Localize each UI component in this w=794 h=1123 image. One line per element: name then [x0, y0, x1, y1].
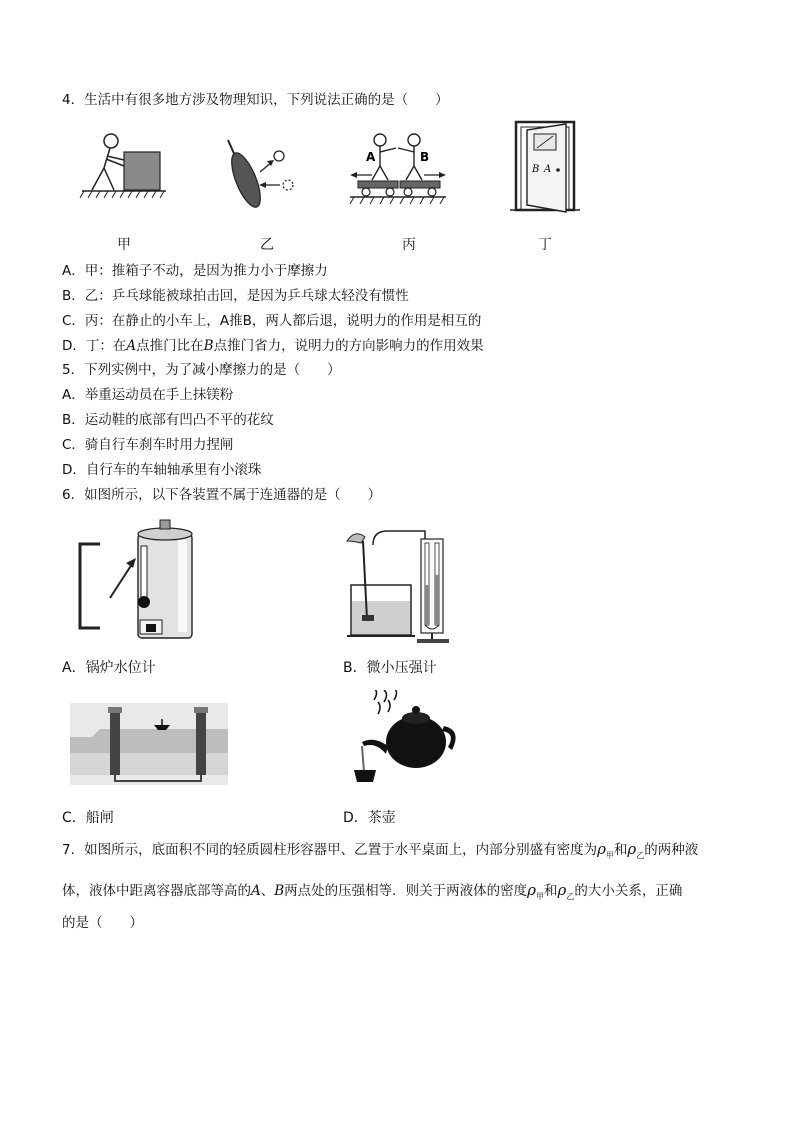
q5-option-c: C．骑自行车刹车时用力捏闸 [62, 437, 234, 453]
caption-c: C．船闸 [62, 810, 114, 826]
q4-option-d: D．丁：在A点推门比在B点推门省力，说明力的方向影响力的作用效果 [62, 338, 484, 354]
caption-yi: 乙 [260, 237, 274, 253]
q4-option-b: B．乙：乒乓球能被球拍击回，是因为乒乓球太轻没有惯性 [62, 288, 409, 304]
rho-yi: $\rho_乙$ [627, 840, 645, 860]
caption-d: D．茶壶 [343, 810, 396, 826]
label-a: A [366, 150, 376, 164]
caption-a: A．锅炉水位计 [62, 660, 156, 676]
q5-option-d: D．自行车的车轴轴承里有小滚珠 [62, 462, 262, 478]
q5-option-a: A．举重运动员在手上抹镁粉 [62, 387, 234, 403]
figure-pressure-gauge [345, 523, 455, 645]
caption-b: B．微小压强计 [343, 660, 437, 676]
q4-option-a: A．甲：推箱子不动，是因为推力小于摩擦力 [62, 263, 328, 279]
q7-line-2: 体，液体中距离容器底部等高的A、B两点处的压强相等．则关于两液体的密度$\rho_甲$和$\rho_乙$的大小关系，正确 [62, 881, 683, 901]
q7-line-1: 7．如图所示，底面积不同的轻质圆柱形容器甲、乙置于水平桌面上，内部分别盛有密度为$\rho_甲$和$\rho_乙$的两种液 [62, 840, 699, 860]
figure-ship-lock [70, 703, 228, 785]
q4-option-c: C．丙：在静止的小车上，A推B，两人都后退，说明力的作用是相互的 [62, 313, 482, 329]
q5-stem: 5．下列实例中，为了减小摩擦力的是（ ） [62, 362, 341, 378]
rho-yi: $\rho_乙$ [557, 881, 575, 901]
rho-jia: $\rho_甲$ [597, 840, 614, 860]
q4-stem: 4．生活中有很多地方涉及物理知识，下列说法正确的是（ ） [62, 92, 449, 108]
q6-stem: 6．如图所示，以下各装置不属于连通器的是（ ） [62, 487, 382, 503]
figure-teapot [352, 690, 462, 788]
figure-bing-carts [348, 128, 448, 208]
q7-line-3: 的是（ ） [62, 915, 143, 931]
caption-ding: 丁 [538, 237, 552, 253]
caption-bing: 丙 [402, 237, 416, 253]
label-b: B [420, 150, 430, 164]
figure-yi-paddle [222, 138, 304, 218]
caption-jia: 甲 [117, 237, 131, 253]
label-b: B [532, 164, 540, 175]
figure-ding-door [510, 120, 580, 215]
label-a: A [544, 164, 552, 175]
rho-jia: $\rho_甲$ [527, 881, 544, 901]
figure-jia-push-box [78, 128, 168, 200]
figure-boiler-gauge [72, 516, 202, 644]
q5-option-b: B．运动鞋的底部有凹凸不平的花纹 [62, 412, 274, 428]
